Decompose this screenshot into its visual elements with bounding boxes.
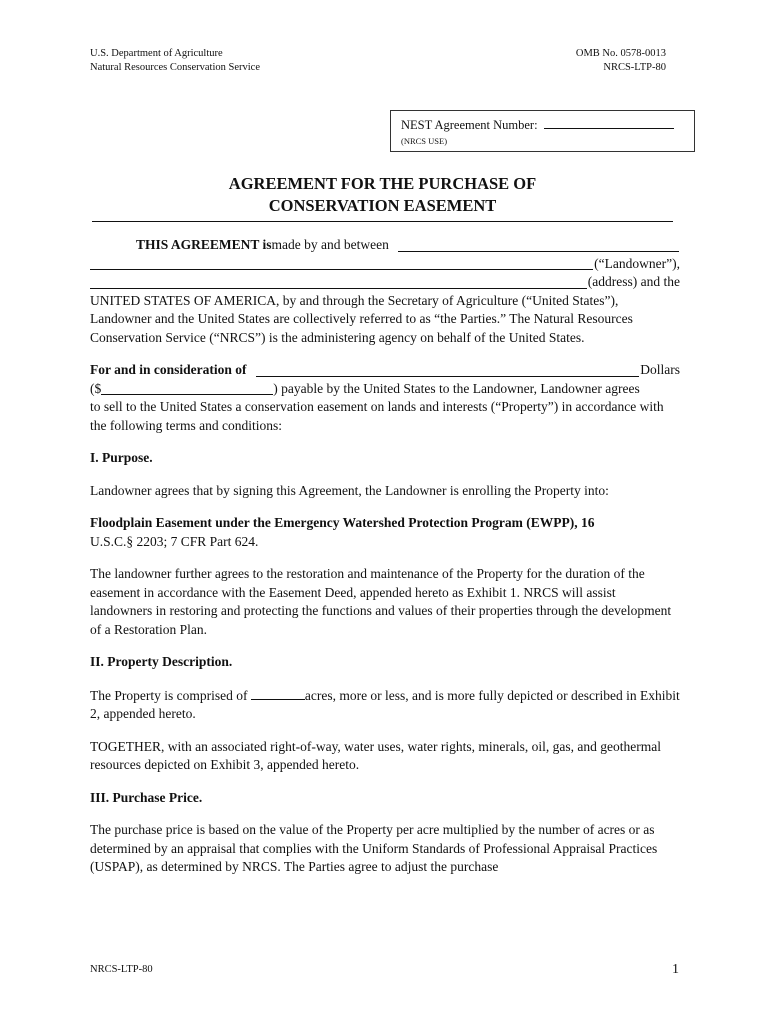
footer-form-number: NRCS-LTP-80 — [90, 964, 153, 975]
property-paragraph-2: TOGETHER, with an associated right-of-way, water uses, water rights, minerals, oil, gas, and geothermal resources depicted on Exhibit 3, appended hereto. — [90, 738, 661, 772]
omb-number: OMB No. 0578-0013 — [575, 48, 666, 59]
form-number: NRCS-LTP-80 — [603, 62, 666, 73]
consideration-amount-words-field[interactable] — [256, 363, 640, 377]
payable-text: ) payable by the United States to the Landowner, Landowner agrees — [273, 380, 640, 396]
consideration-lead: For and in consideration of — [90, 362, 247, 377]
section-heading-price: III. Purchase Price. — [90, 789, 203, 805]
title-line-1: AGREEMENT FOR THE PURCHASE OF — [228, 174, 537, 193]
price-paragraph-1: The purchase price is based on the value of the Property per acre multiplied by the number of acres or as determined by an appraisal that complies with the Uniform Standards of Professional Appraisal Practices (USPAP), as determined by NRCS. The Parties agree to adjust the purchase — [90, 822, 658, 874]
nest-agreement-box — [390, 110, 695, 152]
nrcs-use-note: (NRCS USE) — [401, 136, 448, 146]
title-line-2: CONSERVATION EASEMENT — [268, 196, 497, 215]
program-name: Floodplain Easement under the Emergency Watershed Protection Program (EWPP), 16 — [90, 515, 595, 530]
landowner-tag: (“Landowner”), — [594, 255, 680, 271]
acres-field[interactable] — [251, 686, 305, 700]
consideration-amount-field[interactable] — [101, 381, 273, 395]
purpose-paragraph-3: The landowner further agrees to the restoration and maintenance of the Property for the duration of the easement in accordance with the Easement Deed, appended hereto as Exhibit 1. NRCS will assist landowners in restoring and protecting the functions and values of their properties through the development of a Restoration Plan. — [90, 566, 672, 637]
address-tag: (address) and the — [587, 274, 680, 289]
intro-line-1 — [90, 236, 680, 255]
consideration-line-2 — [90, 380, 680, 399]
party-name-field[interactable] — [398, 238, 679, 252]
page-number: 1 — [672, 962, 679, 977]
consideration-line-1 — [90, 361, 680, 380]
property-paragraph-1: The Property is comprised of acres, more or less, and is more fully depicted or described in Exhibit 2, appended hereto. — [90, 687, 680, 721]
purpose-paragraph-1: Landowner agrees that by signing this Agreement, the Landowner is enrolling the Property into: — [90, 482, 609, 498]
document-title — [90, 173, 675, 217]
intro-line-3 — [90, 273, 680, 292]
intro-line-2 — [90, 255, 680, 274]
title-divider — [92, 221, 673, 222]
section-heading-purpose: I. Purpose. — [90, 450, 153, 465]
nest-agreement-number-field[interactable] — [544, 117, 674, 129]
purpose-program — [90, 514, 680, 551]
agency-name: U.S. Department of Agriculture — [90, 48, 223, 59]
consideration-body: to sell to the United States a conservation easement on lands and interests (“Property”) in accordance with the following terms and conditions: — [90, 399, 664, 433]
intro-rest: made by and between — [271, 237, 389, 252]
landowner-name-field[interactable] — [90, 256, 593, 270]
header-form-block — [576, 47, 666, 75]
landowner-address-field[interactable] — [90, 275, 587, 289]
dollar-paren-open: ($ — [90, 380, 102, 396]
agreement-body — [90, 236, 680, 877]
header-agency-block — [90, 47, 260, 75]
intro-lead: THIS AGREEMENT is — [136, 237, 272, 252]
dollars-label: Dollars — [640, 362, 680, 377]
program-citation: U.S.C.§ 2203; 7 CFR Part 624. — [90, 533, 259, 549]
nest-agreement-label: NEST Agreement Number: — [401, 118, 538, 132]
intro-body: UNITED STATES OF AMERICA, by and through the Secretary of Agriculture (“United States”), Landowner and the United States are collectively referred to as “the Parties.” The Natural Resources Conservation Service (“NRCS”) is the administering agency on behalf of the United States. — [90, 292, 633, 345]
service-name: Natural Resources Conservation Service — [90, 62, 260, 73]
section-heading-property: II. Property Description. — [90, 654, 233, 669]
